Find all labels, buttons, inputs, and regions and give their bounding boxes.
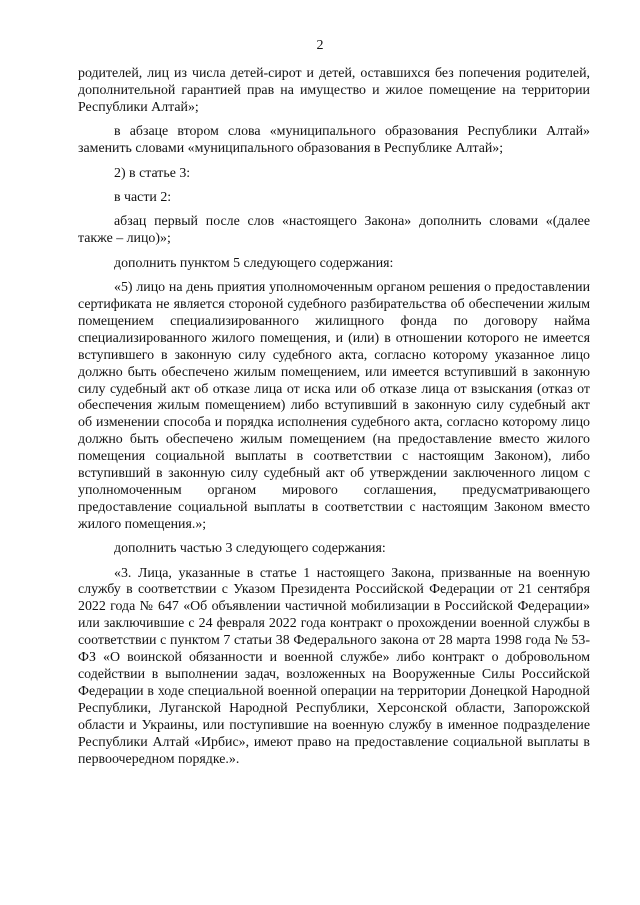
paragraph-add-part-3: дополнить частью 3 следующего содержания:: [114, 541, 386, 557]
page-number: 2: [316, 38, 324, 53]
paragraph-part-2-heading: в части 2:: [114, 189, 172, 205]
paragraph-first-abzac-amendment: абзац первый после слов «настоящего Закона» дополнить словами «(далее также – лицо)»;: [78, 214, 590, 247]
paragraph-article-3-heading: 2) в статье 3:: [114, 165, 191, 181]
paragraph-continuation: родителей, лиц из числа детей-сирот и детей, оставшихся без попечения родителей, дополнительной гарантией прав на имущество и жилое помещение на территории Республики Алтай»;: [78, 66, 590, 115]
document-body: [78, 66, 590, 775]
paragraph-add-point-5: дополнить пунктом 5 следующего содержания:: [114, 255, 394, 271]
paragraph-amendment-second-abzac: в абзаце втором слова «муниципального образования Республики Алтай» заменить словами «муниципального образования в Республике Алтай»;: [78, 124, 590, 157]
paragraph-part-3-text: «3. Лица, указанные в статье 1 настоящего Закона, призванные на военную службу в соответствии с Указом Президента Российской Федерации от 21 сентября 2022 года № 647 «Об объявлении частичной мобилизации в Российской Федерации» или заключившие с 24 февраля 2022 года контракт о прохождении военной службы в соответствии с пунктом 7 статьи 38 Федерального закона от 28 марта 1998 года № 53-ФЗ «О воинской обязанности и военной службе» либо контракт о добровольном содействии в выполнении задач, возложенных на Вооруженные Силы Российской Федерации в ходе специальной военной операции на территории Донецкой Народной Республики, Луганской Народной Республики, Херсонской области, Запорожской области и Украины, или поступившие на военную службу в именное подразделение Республики Алтай «Ирбис», имеют право на предоставление социальной выплаты в первоочередном порядке.».: [78, 565, 590, 767]
paragraph-point-5-text: «5) лицо на день приятия уполномоченным органом решения о предоставлении сертификата не является стороной судебного разбирательства об обеспечении жилым помещением специализированного жилищного фонда по договору найма специализированного жилого помещения, и (или) в отношении которого не имеется вступившего в законную силу судебного акта, согласно которому указанное лицо должно быть обеспечено жилым помещением, или имеется вступивший в законную силу судебный акт об отказе лица от иска или об отказе лица от взыскания (отказ от обеспечения жилым помещением) либо вступивший в законную силу судебный акт об изменении способа и порядка исполнения судебного акта, согласно которому лицо должно быть обеспечено жилым помещением (на предоставление вместо жилого помещения социальной выплаты в соответствии с настоящим Законом), либо вступивший в законную силу судебный акт об утверждении заключенного лицом с уполномоченным органом мирового соглашения, предусматривающего предоставление социальной выплаты в соответствии с настоящим Законом вместо жилого помещения.»;: [78, 280, 590, 532]
